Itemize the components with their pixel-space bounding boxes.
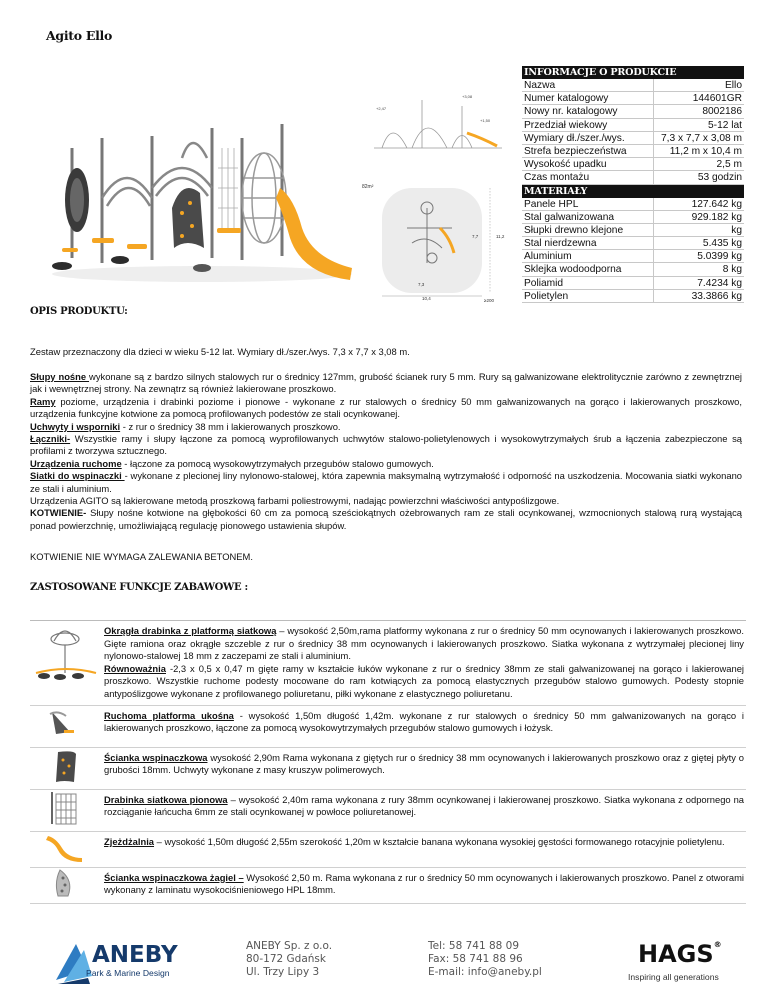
function-thumbnail-icon	[30, 832, 102, 867]
function-row	[30, 706, 746, 748]
description-paragraph	[30, 458, 742, 470]
function-text: – wysokość 1,50m długość 2,55m szerokość 1,20m w kształcie banana wykonana wysokiej gęstości formowanego rotacyjnie polietylenu.	[154, 835, 725, 847]
function-label: Równoważnia	[104, 662, 166, 674]
plan-zone-w: 10,4	[422, 296, 431, 301]
description-text: - wykonane z plecionej liny nylonowo-stalowej, która zapewnia maksymalną wytrzymałość i odporność na uszkodzenia. Mocowania siatki wykonano ze stali i aluminium.	[30, 470, 743, 494]
footer	[0, 930, 768, 990]
functions-heading: ZASTOSOWANE FUNKCJE ZABAWOWE :	[30, 582, 248, 593]
intro-text: Zestaw przeznaczony dla dzieci w wieku 5-12 lat. Wymiary dł./szer./wys. 7,3 x 7,7 x 3,08 m.	[30, 346, 410, 357]
function-text: - wysokość 1,50m długość 1,42m. wykonane z rur stalowych o średnicy 50 mm galwanizowanych na gorąco i lakierowanych proszkowo, łączone za pomocą wysokowytrzymałych przegubów stalowo gumowych i łożysk.	[104, 709, 744, 734]
info-row-value: 11,2 m x 10,4 m	[669, 145, 742, 157]
function-text: Wysokość 2,50 m. Rama wykonana z rur o średnicy 50 mm ocynowanych i lakierowanych proszkowo. Panel z otworami wykonany z laminatu wysokociśnieniowego HPL 18mm.	[104, 871, 744, 896]
description-text: wykonane są z bardzo silnych stalowych rur o średnicy 127mm, grubość ścianek rury 5 mm. Rury są galwanizowane elektrolitycznie zarówno z zewnętrznej jak i wewnętrznej strony. Na zewnątrz są również lakierowane proszkowo.	[30, 371, 742, 395]
product-title: Agito Ello	[46, 28, 113, 43]
info-row	[522, 132, 744, 145]
material-row-value: 5.435 kg	[702, 238, 742, 250]
side-h1: +2,47	[376, 106, 387, 111]
material-row-key: Poliamid	[522, 277, 654, 289]
info-row-value: 5-12 lat	[708, 119, 742, 131]
anchoring-note: KOTWIENIE NIE WYMAGA ZALEWANIA BETONEM.	[30, 551, 253, 562]
material-row	[522, 263, 744, 276]
email-link[interactable]: E-mail: info@aneby.pl	[428, 966, 542, 978]
description-label: Ramy	[30, 395, 56, 407]
plan-dim-h: 7,7	[472, 234, 479, 239]
function-description	[102, 706, 746, 747]
material-row-value: 33.3866 kg	[691, 290, 742, 302]
function-row	[30, 790, 746, 832]
description-text: poziome, urządzenia i drabinki poziome i pionowe - wykonane z rur stalowych o średnicy 50 mm galwanizowanych na gorąco i lakierowanych proszkowo, urządzenia funkcyjne kotwione za pomocą profilowanych podestów ze stali ocynkowanej.	[30, 395, 742, 420]
info-row-key: Nazwa	[522, 79, 654, 91]
hags-logo: HAGS®	[638, 940, 722, 968]
side-h3: +1,50	[480, 118, 491, 123]
info-row-key: Przedział wiekowy	[522, 119, 654, 131]
function-label: Okrągła drabinka z platformą siatkową	[104, 625, 277, 636]
info-row	[522, 171, 744, 184]
function-label: Zjeżdżalnia	[104, 835, 155, 847]
material-row	[522, 211, 744, 224]
plan-dim-w: 7,3	[418, 282, 425, 287]
info-row-key: Czas montażu	[522, 171, 654, 183]
description-paragraph	[30, 396, 742, 421]
description-paragraph	[30, 433, 742, 458]
material-row	[522, 290, 744, 303]
info-row-key: Nowy nr. katalogowy	[522, 105, 654, 117]
function-description	[102, 748, 746, 789]
function-thumbnail-icon	[30, 790, 102, 831]
function-label: Ścianka wspinaczkowa żagiel –	[104, 871, 244, 883]
product-render-image	[32, 88, 364, 294]
hags-tagline: Inspiring all generations	[628, 972, 719, 982]
info-row-key: Wysokość upadku	[522, 158, 654, 170]
description-label: Słupy nośne	[30, 371, 90, 382]
material-row	[522, 198, 744, 211]
function-thumbnail-icon	[30, 706, 102, 747]
function-thumbnail-icon	[30, 621, 102, 705]
company-contact: Tel: 58 741 88 09 Fax: 58 741 88 96 E-mail: info@aneby.pl	[428, 940, 542, 978]
material-row-value: kg	[731, 224, 742, 236]
info-row-value: 53 godzin	[697, 172, 742, 184]
description-text: Wszystkie ramy i słupy łączone za pomocą wyprofilowanych uchwytów stalowo-polietylenowych i wysokowytrzymałych śrub a łączenia zabezpieczone są profilami z tworzywa sztucznego.	[30, 433, 742, 457]
product-info-table	[522, 66, 744, 303]
material-row	[522, 250, 744, 263]
description-label: KOTWIENIE-	[30, 507, 87, 519]
dimension-drawing	[362, 88, 512, 304]
material-row-key: Sklejka wodoodporna	[522, 263, 654, 275]
materials-heading: MATERIAŁY	[522, 185, 744, 198]
material-row-value: 929.182 kg	[691, 211, 742, 223]
function-text: – wysokość 2,50m,rama platformy wykonana z rur o średnicy 50 mm ocynowanych i lakierowanych proszkowo. Gięte ramiona oraz okrągłe szczeble z rur o średnicy 38 mm ocynowanych i lakierowanych proszkowo. Siatka wykonana z wytrzymałej plecionej liny nylonowo-stalowej 18 mm z zaczepami ze stali i aluminium.	[104, 625, 744, 662]
description-paragraph	[30, 371, 742, 396]
description-paragraph	[30, 470, 742, 495]
material-row	[522, 277, 744, 290]
info-row-key: Numer katalogowy	[522, 92, 654, 104]
info-row-value: 2,5 m	[716, 159, 742, 171]
description-text: - łączone za pomocą wysokowytrzymałych przegubów stalowo gumowych.	[121, 457, 434, 469]
function-description	[102, 790, 746, 831]
info-row	[522, 145, 744, 158]
description-label: Urządzenia ruchome	[30, 457, 122, 469]
function-row	[30, 868, 746, 904]
material-row-key: Słupki drewno klejone	[522, 224, 654, 236]
function-text: – wysokość 2,40m rama wykonana z rury 38mm ocynkowanej i lakierowanej proszkowo. Siatka wykonana z odpornego na rozciąganie łańcucha 6mm ze stali ocynkowanej w powłoce poliuretanowej.	[104, 793, 744, 818]
function-label: Ścianka wspinaczkowa	[104, 751, 208, 763]
info-row	[522, 158, 744, 171]
description-paragraph	[30, 421, 742, 433]
function-label: Ruchoma platforma ukośna	[104, 709, 234, 721]
description-paragraph	[30, 507, 742, 532]
product-description	[30, 371, 742, 532]
description-text: Urządzenia AGITO są lakierowane metodą proszkową farbami poliestrowymi, nadając powierzchni właściwości antypoślizgowe.	[30, 495, 560, 507]
material-row-key: Stal galwanizowana	[522, 211, 654, 223]
info-heading: INFORMACJE O PRODUKCIE	[522, 66, 744, 79]
plan-zone-h: 11,2	[496, 234, 505, 239]
info-row-key: Wymiary dł./szer./wys.	[522, 132, 654, 144]
info-row	[522, 79, 744, 92]
function-description	[102, 868, 746, 903]
function-row	[30, 832, 746, 868]
material-row-key: Polietylen	[522, 290, 654, 302]
material-row-value: 8 kg	[722, 264, 742, 276]
info-row	[522, 105, 744, 118]
function-thumbnail-icon	[30, 868, 102, 903]
plan-corner: ≥200	[484, 298, 494, 303]
info-row-value: 144601GR	[692, 93, 742, 105]
function-text: -2,3 x 0,5 x 0,47 m gięte ramy w kształcie łuków wykonane z rur o średnicy 38mm ze stali galwanizowanej na gorąco i lakierowanej proszkowo. Wszystkie ruchome podesty mocowane do ram kotwiących za pomocą elastycznych przegubów stalowo gumowych. Podesty stopnie antypoślizgowe wykonane z profilowanego poliuretanu, piłki wykonane z elastycznego poliuretanu.	[104, 662, 744, 699]
function-row	[30, 748, 746, 790]
company-address: ANEBY Sp. z o.o. 80-172 Gdańsk Ul. Trzy Lipy 3	[246, 940, 333, 978]
description-text: - z rur o średnicy 38 mm i lakierowanych proszkowo.	[120, 420, 341, 432]
material-row-key: Stal nierdzewna	[522, 237, 654, 249]
description-label: Siatki do wspinaczki	[30, 470, 125, 482]
material-row-value: 7.4234 kg	[697, 277, 742, 289]
function-description	[102, 832, 746, 867]
material-row	[522, 237, 744, 250]
info-row-value: Ello	[725, 80, 742, 91]
info-row-value: 8002186	[702, 106, 742, 118]
info-row	[522, 92, 744, 105]
material-row-value: 127.642 kg	[691, 198, 742, 210]
function-text: wysokość 2,90m Rama wykonana z giętych rur o średnicy 38 mm ocynowanych i lakierowanych proszkowo oraz z giętej płyty o grubości 18mm. Uchwyty wykonane z masy kruszyw polimerowych.	[104, 751, 744, 776]
functions-table	[30, 620, 746, 904]
description-label: Uchwyty i wsporniki	[30, 420, 121, 432]
info-row-value: 7,3 x 7,7 x 3,08 m	[661, 132, 742, 144]
material-row-value: 5.0399 kg	[697, 251, 742, 263]
info-row-key: Strefa bezpieczeństwa	[522, 145, 654, 157]
side-h2: +3,08	[462, 94, 473, 99]
description-text: Słupy nośne kotwione na głębokości 60 cm za pomocą sześciokątnych ożebrowanych ram ze stali ocynkowanej, wzmocnionych stalową rurą wystającą ponad powierzchnię, umożliwiającą regulację pionowego ustawienia słupów.	[30, 507, 742, 531]
material-row	[522, 224, 744, 237]
opis-heading: OPIS PRODUKTU:	[30, 306, 128, 317]
description-label: Łączniki-	[30, 433, 71, 445]
aneby-wordmark: ANEBY	[92, 942, 178, 968]
info-row	[522, 119, 744, 132]
aneby-tagline: Park & Marine Design	[86, 968, 170, 978]
material-row-key: Aluminium	[522, 250, 654, 262]
function-label: Drabinka siatkowa pionowa	[104, 793, 228, 805]
description-paragraph	[30, 495, 742, 507]
function-description	[102, 621, 746, 705]
function-thumbnail-icon	[30, 748, 102, 789]
function-row	[30, 621, 746, 706]
plan-area: 82m²	[362, 184, 374, 190]
material-row-key: Panele HPL	[522, 198, 654, 210]
